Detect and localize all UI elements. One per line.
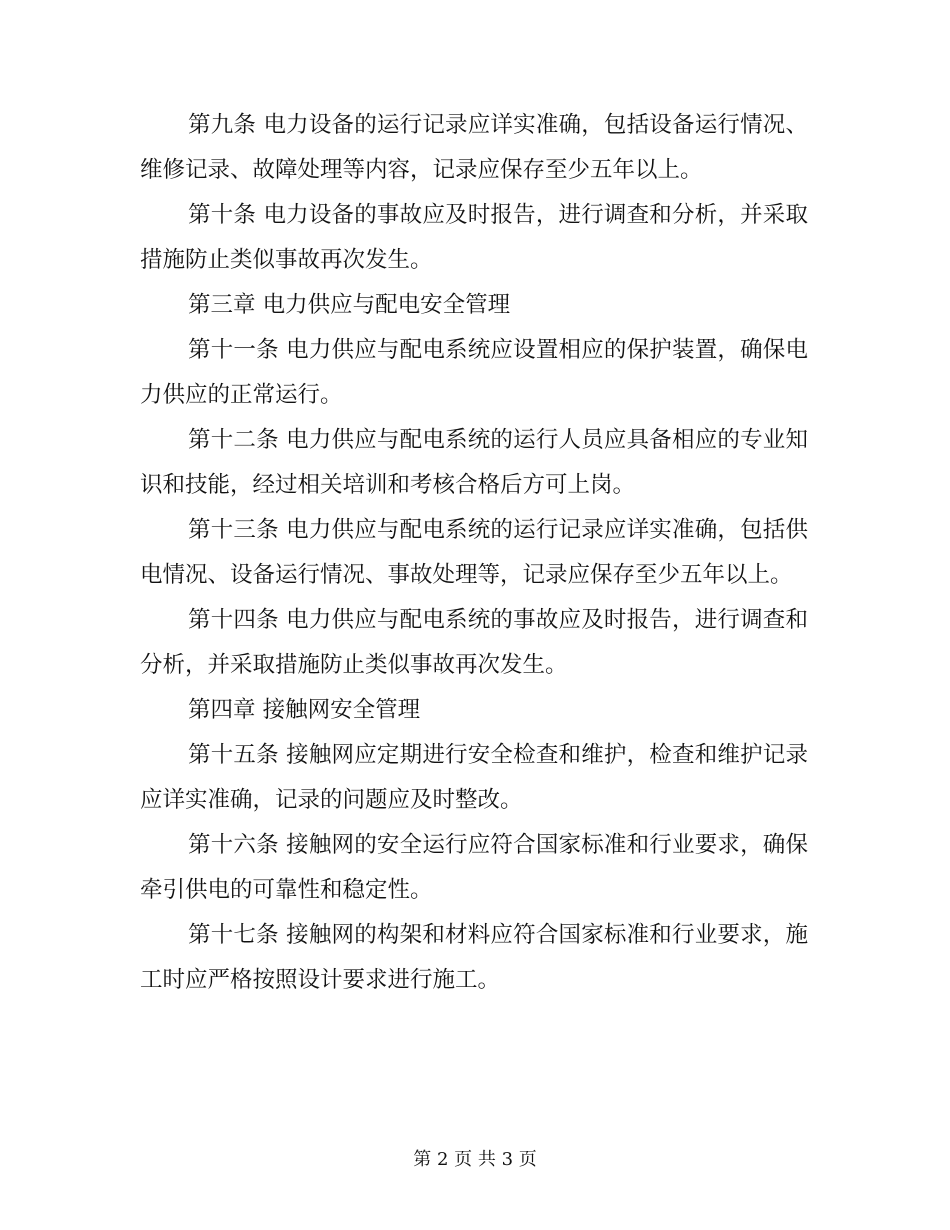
article-10: 第十条 电力设备的事故应及时报告，进行调查和分析，并采取措施防止类似事故再次发生。: [140, 202, 808, 273]
article-14: 第十四条 电力供应与配电系统的事故应及时报告，进行调查和分析，并采取措施防止类似事故再次发生。: [140, 607, 808, 678]
article-13: 第十三条 电力供应与配电系统的运行记录应详实准确，包括供电情况、设备运行情况、事故处理等，记录应保存至少五年以上。: [140, 517, 808, 588]
article-17: 第十七条 接触网的构架和材料应符合国家标准和行业要求，施工时应严格按照设计要求进行施工。: [140, 922, 808, 993]
article-11: 第十一条 电力供应与配电系统应设置相应的保护装置，确保电力供应的正常运行。: [140, 337, 808, 408]
article-9: 第九条 电力设备的运行记录应详实准确，包括设备运行情况、维修记录、故障处理等内容，记录应保存至少五年以上。: [140, 112, 808, 183]
chapter-4-heading: 第四章 接触网安全管理: [188, 697, 421, 723]
page-number-footer: 第 2 页 共 3 页: [413, 1149, 537, 1170]
article-12: 第十二条 电力供应与配电系统的运行人员应具备相应的专业知识和技能，经过相关培训和考核合格后方可上岗。: [140, 427, 808, 498]
article-16: 第十六条 接触网的安全运行应符合国家标准和行业要求，确保牵引供电的可靠性和稳定性。: [140, 832, 808, 903]
chapter-3-heading: 第三章 电力供应与配电安全管理: [188, 292, 511, 318]
article-15: 第十五条 接触网应定期进行安全检查和维护，检查和维护记录应详实准确，记录的问题应及时整改。: [140, 742, 808, 813]
document-body: [140, 103, 808, 1003]
